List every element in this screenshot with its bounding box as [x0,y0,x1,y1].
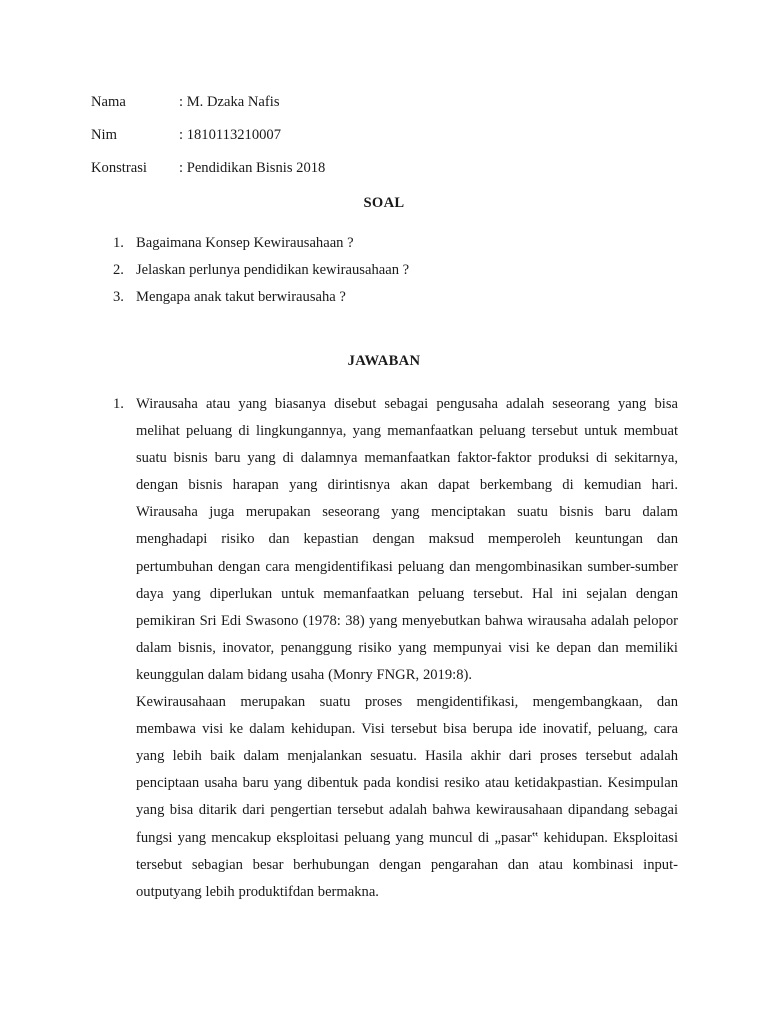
nama-label: Nama [91,94,126,110]
question-text: Bagaimana Konsep Kewirausahaan ? [136,235,354,251]
answer-number: 1. [113,396,124,412]
soal-heading: SOAL [363,195,405,211]
answer-paragraph: Kewirausahaan merupakan suatu proses mengidentifikasi, mengembangkaan, dan membawa visi ke dalam kehidupan. Visi tersebut bisa berupa ide inovatif, peluang, cara yang lebih baik dalam menjalankan sesuatu. Hasila akhir dari proses tersebut adalah penciptaan usaha baru yang dibentuk pada kondisi resiko atau ketidakpastian. Kesimpulan yang bisa ditarik dari pengertian tersebut adalah bahwa kewirausahaan dipandang sebagai fungsi yang mencakup eksploitasi peluang yang muncul di „pasar‟ kehidupan. Eksploitasi tersebut sebagian besar berhubungan dengan pengarahan dan atau kombinasi input-outputyang lebih produktifdan bermakna. [136,694,678,900]
nama-value: : M. Dzaka Nafis [179,94,280,110]
question-number: 2. [113,262,124,278]
nim-value: : 1810113210007 [179,127,282,143]
question-number: 1. [113,235,124,251]
question-text: Mengapa anak takut berwirausaha ? [136,289,346,305]
jawaban-heading: JAWABAN [347,353,421,369]
question-number: 3. [113,289,124,305]
question-text: Jelaskan perlunya pendidikan kewirausahaan ? [136,262,410,278]
konsentrasi-value: : Pendidikan Bisnis 2018 [179,160,326,176]
answer-paragraph: Wirausaha atau yang biasanya disebut sebagai pengusaha adalah seseorang yang bisa melihat peluang di lingkungannya, yang memanfaatkan peluang tersebut untuk membuat suatu bisnis baru yang di dalamnya memanfaatkan faktor-faktor produksi di sekitarnya, dengan bisnis harapan yang dirintisnya akan dapat berkembang di kemudian hari. Wirausaha juga merupakan seseorang yang menciptakan suatu bisnis baru dalam menghadapi risiko dan kepastian dengan maksud memperoleh keuntungan dan pertumbuhan dengan cara mengidentifikasi peluang dan mengombinasikan sumber-sumber daya yang diperlukan untuk memanfaatkan peluang tersebut. Hal ini sejalan dengan pemikiran Sri Edi Swasono (1978: 38) yang menyebutkan bahwa wirausaha adalah pelopor dalam bisnis, inovator, penanggung risiko yang mempunyai visi ke depan dan memiliki keunggulan dalam bidang usaha (Monry FNGR, 2019:8). [136,396,678,683]
konsentrasi-label: Konstrasi [91,160,147,176]
nim-label: Nim [91,127,117,143]
answer-body [136,391,678,906]
